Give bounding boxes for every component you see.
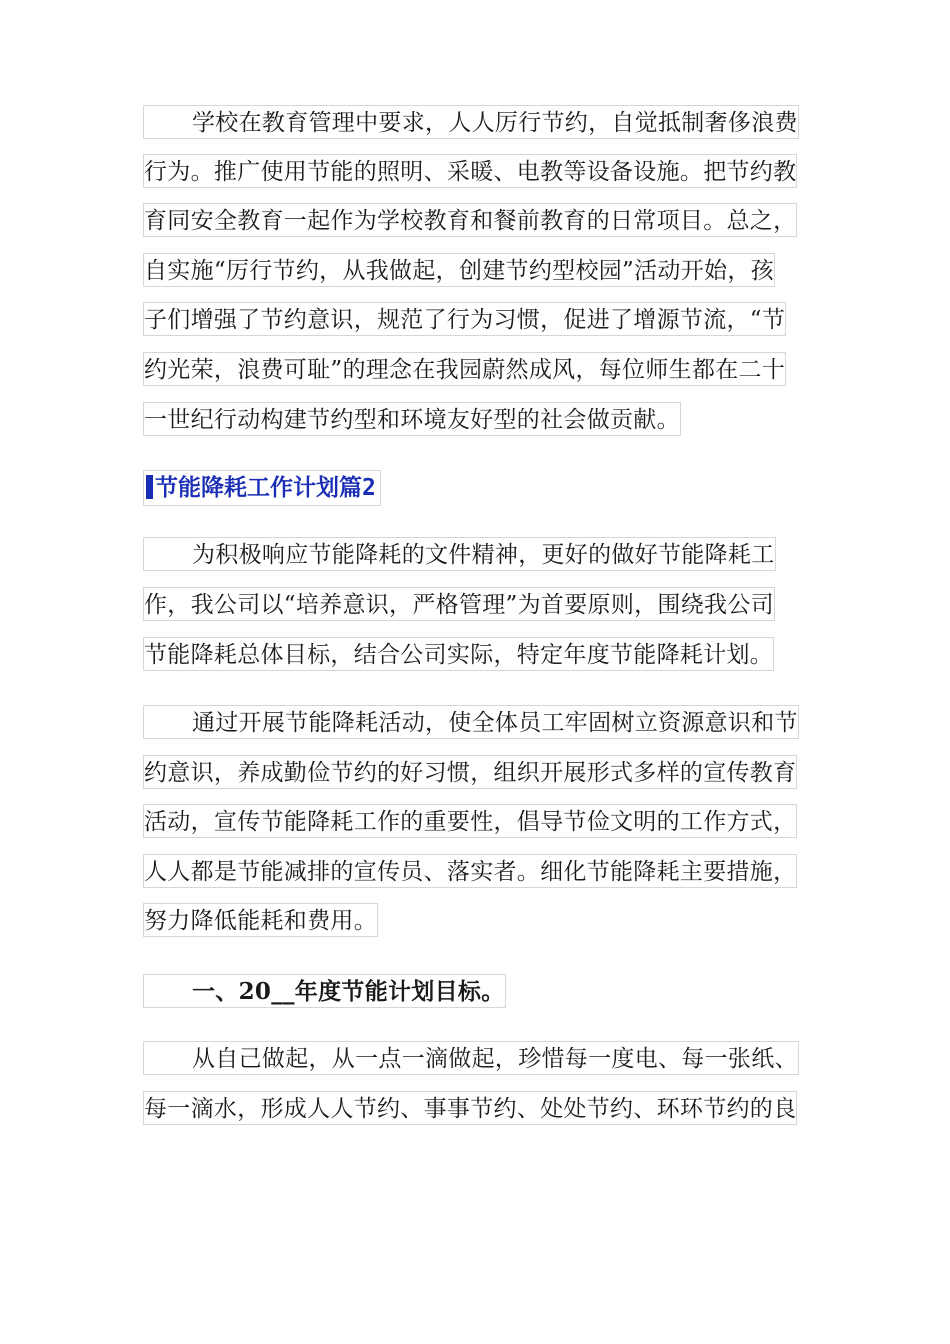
paragraph-line: 作，我公司以“培养意识，严格管理”为首要原则，围绕我公司 — [143, 587, 775, 621]
section-heading — [143, 470, 381, 506]
paragraph-line: 为积极响应节能降耗的文件精神，更好的做好节能降耗工 — [143, 537, 776, 571]
paragraph-line: 努力降低能耗和费用。 — [143, 903, 378, 937]
paragraph-line: 人人都是节能减排的宣传员、落实者。细化节能降耗主要措施， — [143, 854, 797, 888]
paragraph-line: 每一滴水，形成人人节约、事事节约、处处节约、环环节约的良 — [143, 1091, 797, 1125]
heading-marker-icon — [146, 475, 153, 499]
paragraph-line: 子们增强了节约意识，规范了行为习惯，促进了增源节流，“节 — [143, 302, 786, 336]
paragraph-line: 节能降耗总体目标，结合公司实际，特定年度节能降耗计划。 — [143, 637, 774, 671]
paragraph-line: 学校在教育管理中要求，人人厉行节约，自觉抵制奢侈浪费 — [143, 105, 799, 139]
paragraph-line: 自实施“厉行节约，从我做起，创建节约型校园”活动开始，孩 — [143, 253, 775, 287]
paragraph-line: 一世纪行动构建节约型和环境友好型的社会做贡献。 — [143, 402, 681, 436]
paragraph-line: 行为。推广使用节能的照明、采暖、电教等设备设施。把节约教 — [143, 154, 797, 188]
paragraph-line: 活动，宣传节能降耗工作的重要性，倡导节俭文明的工作方式， — [143, 804, 797, 838]
paragraph-line: 约光荣，浪费可耻”的理念在我园蔚然成风，每位师生都在二十 — [143, 352, 786, 386]
paragraph-line: 从自己做起，从一点一滴做起，珍惜每一度电、每一张纸、 — [143, 1041, 799, 1075]
paragraph-line: 通过开展节能降耗活动，使全体员工牢固树立资源意识和节 — [143, 705, 799, 739]
paragraph-line: 育同安全教育一起作为学校教育和餐前教育的日常项目。总之， — [143, 203, 797, 237]
section-heading-text: 节能降耗工作计划篇2 — [155, 475, 376, 501]
subheading: 一、20__年度节能计划目标。 — [143, 974, 506, 1008]
paragraph-line: 约意识，养成勤俭节约的好习惯，组织开展形式多样的宣传教育 — [143, 755, 797, 789]
